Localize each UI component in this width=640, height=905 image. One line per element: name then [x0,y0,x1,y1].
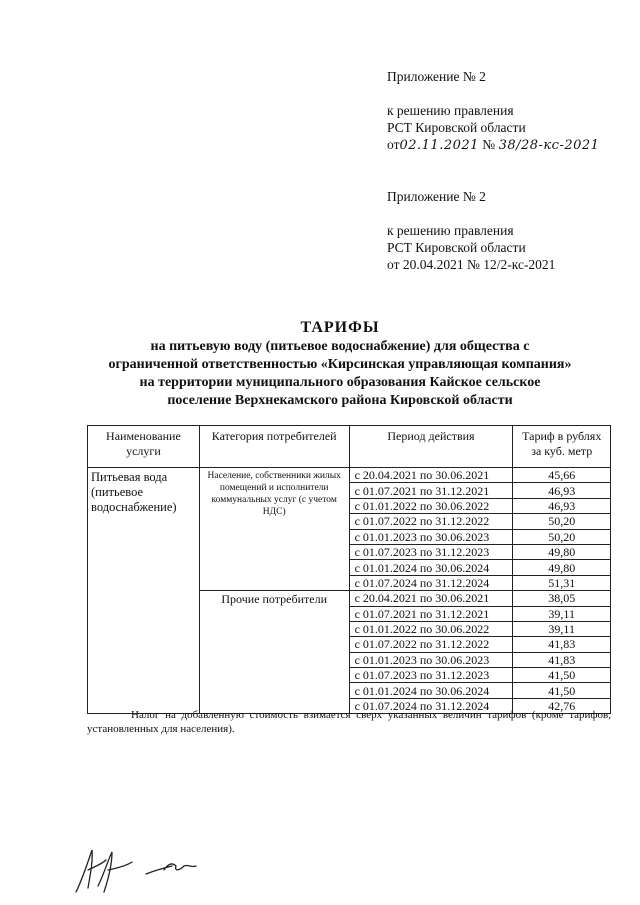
appendix-line-decision: к решению правления [387,103,514,118]
tariff-value-cell: 46,93 [513,483,611,498]
vat-note: Налог на добавленную стоимость взимается сверх указанных величин тарифов (кроме тарифов, установленных для населения). [87,709,611,735]
tariff-value-cell: 45,66 [513,468,611,483]
tariff-value-cell: 49,80 [513,544,611,559]
service-name-cell: Питьевая вода (питьевое водоснабжение) [88,468,200,714]
consumer-category-cell: Население, собственники жилых помещений и исполнители коммунальных услуг (с учетом НДС) [199,468,349,591]
tariff-value-cell: 38,05 [513,591,611,606]
period-cell: с 01.01.2022 по 30.06.2022 [349,621,513,636]
appendix-line-authority: РСТ Кировской области [387,120,526,135]
tariff-value-cell: 42,76 [513,698,611,713]
period-cell: с 01.07.2022 по 31.12.2022 [349,514,513,529]
period-cell: с 01.07.2024 по 31.12.2024 [349,575,513,590]
period-cell: с 01.01.2023 по 30.06.2023 [349,529,513,544]
handwritten-number: 38/28-кс-2021 [498,138,600,153]
period-cell: с 01.07.2021 по 31.12.2021 [349,483,513,498]
tariff-table-body [88,468,611,714]
period-cell: с 01.01.2022 по 30.06.2022 [349,498,513,513]
tariff-value-cell: 41,50 [513,683,611,698]
header-period: Период действия [349,426,513,468]
period-cell: с 01.07.2021 по 31.12.2021 [349,606,513,621]
document-title: ТАРИФЫ [300,319,380,336]
appendix-current-block [387,68,599,154]
table-header-row [88,426,611,468]
appendix-title: Приложение № 2 [387,69,486,84]
period-cell: с 01.07.2023 по 31.12.2023 [349,544,513,559]
tariff-value-cell: 46,93 [513,498,611,513]
tariff-table [87,425,611,714]
period-cell: с 01.07.2023 по 31.12.2023 [349,668,513,683]
tariff-value-cell: 41,50 [513,668,611,683]
period-cell: с 20.04.2021 по 30.06.2021 [349,591,513,606]
from-label: от [387,137,400,152]
heading-line-1: на питьевую воду (питьевое водоснабжение) для общества с [150,339,530,354]
period-cell: с 01.07.2024 по 31.12.2024 [349,698,513,713]
tariff-value-cell: 50,20 [513,514,611,529]
period-cell: с 20.04.2021 по 30.06.2021 [349,468,513,483]
period-cell: с 01.01.2023 по 30.06.2023 [349,652,513,667]
tariff-value-cell: 41,83 [513,637,611,652]
appendix-title: Приложение № 2 [387,189,486,204]
appendix-line-decision: к решению правления [387,223,514,238]
header-tariff: Тариф в рублях за куб. метр [513,426,611,468]
tariff-value-cell: 50,20 [513,529,611,544]
period-cell: с 01.01.2024 по 30.06.2024 [349,560,513,575]
period-cell: с 01.07.2022 по 31.12.2022 [349,637,513,652]
number-label: № [482,137,496,152]
handwritten-date: 02.11.2021 [399,138,479,153]
tariff-value-cell: 39,11 [513,606,611,621]
header-service: Наименование услуги [88,426,200,468]
table-row [88,468,611,483]
appendix-date-line: от 20.04.2021 № 12/2-кс-2021 [387,257,556,272]
appendix-line-authority: РСТ Кировской области [387,240,526,255]
document-heading [70,319,610,410]
tariff-value-cell: 39,11 [513,621,611,636]
period-cell: с 01.01.2024 по 30.06.2024 [349,683,513,698]
consumer-category-cell: Прочие потребители [199,591,349,714]
tariff-value-cell: 41,83 [513,652,611,667]
tariff-value-cell: 51,31 [513,575,611,590]
tariff-value-cell: 49,80 [513,560,611,575]
appendix-date-line [387,136,599,154]
signature-image [68,840,218,900]
heading-line-2: ограниченной ответственностью «Кирсинская управляющая компания» [108,357,572,372]
header-category: Категория потребителей [199,426,349,468]
heading-line-3: на территории муниципального образования Кайское сельское [139,375,541,390]
appendix-original-block [387,188,555,273]
heading-line-4: поселение Верхнекамского района Кировской области [167,393,513,408]
